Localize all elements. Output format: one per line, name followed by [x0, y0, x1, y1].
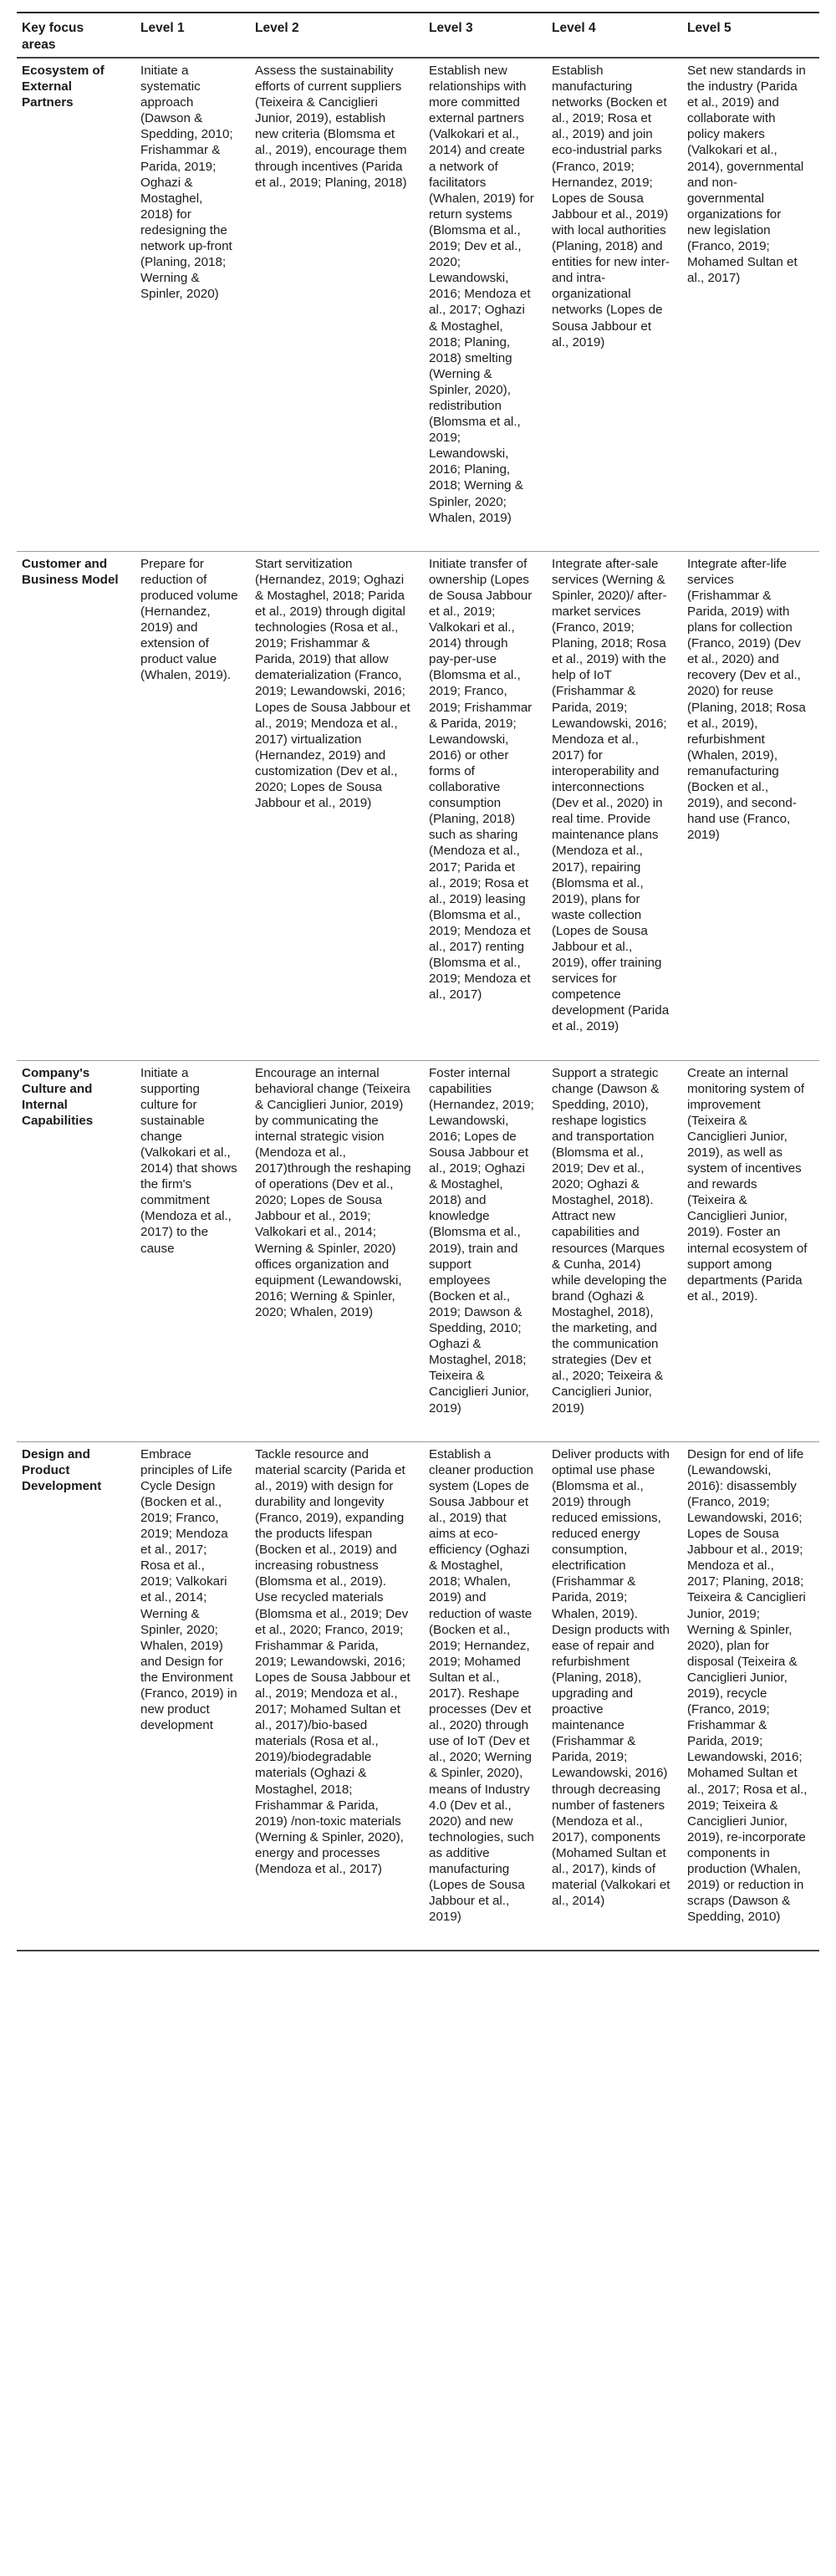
table-row-culture-capabilities	[17, 1060, 819, 1441]
focus-area-label: Ecosystem of External Partners	[22, 64, 104, 110]
level-3-cell: Establish new relationships with more committed external partners (Valkokari et al., 2014) and create a network of facilitators (Whalen, 2019) for return systems (Blomsma et al., 2019; Dev et al., 2020; Lewandowski, 2016; Mendoza et al., 2017; Oghazi & Mostaghel, 2018; Planing, 2018) smelting (Werning & Spinler, 2020), redistribution (Blomsma et al., 2019; Lewandowski, 2016; Planing, 2018; Werning & Spinler, 2020; Whalen, 2019)	[429, 64, 534, 525]
maturity-levels-table	[17, 12, 819, 1951]
header-level-5: Level 5	[687, 21, 732, 35]
level-3-cell: Foster internal capabilities (Hernandez, 2019; Lewandowski, 2016; Lopes de Sousa Jabbour et al., 2019; Oghazi & Mostaghel, 2018) and knowledge (Blomsma et al., 2019), train and support employees (Bocken et al., 2019; Dawson & Spedding, 2010; Oghazi & Mostaghel, 2018; Teixeira & Canciglieri Junior, 2019)	[429, 1065, 534, 1416]
table-header-row	[17, 13, 819, 58]
header-key-focus-areas: Key focus areas	[22, 21, 84, 52]
header-level-2: Level 2	[255, 21, 299, 35]
level-4-cell: Deliver products with optimal use phase (Blomsma et al., 2019) through reduced emissions, reduced energy consumption, electrification (Frishammar & Parida, 2019; Whalen, 2019). Design products with ease of repair and refurbishment (Planing, 2018), upgrading and proactive maintenance (Frishammar & Parida, 2019; Lewandowski, 2016) through decreasing number of fasteners (Mendoza et al., 2017), components (Mohamed Sultan et al., 2017), kinds of material (Valkokari et al., 2014)	[552, 1446, 670, 1909]
level-4-cell: Support a strategic change (Dawson & Spedding, 2010), reshape logistics and transportation (Blomsma et al., 2019; Dev et al., 2020; Oghazi & Mostaghel, 2018). Attract new capabilities and resources (Marques & Cunha, 2014) while developing the brand (Oghazi & Mostaghel, 2018), the marketing, and the communication strategies (Dev et al., 2020; Teixeira & Canciglieri Junior, 2019)	[552, 1065, 667, 1416]
header-level-1: Level 1	[140, 21, 185, 35]
level-4-cell: Establish manufacturing networks (Bocken et al., 2019; Rosa et al., 2019) and join eco-industrial parks (Franco, 2019; Hernandez, 2019; Lopes de Sousa Jabbour et al., 2019) with local authorities (Planing, 2018) and entities for new inter- and intra-organizational networks (Lopes de Sousa Jabbour et al., 2019)	[552, 64, 670, 349]
level-5-cell: Set new standards in the industry (Parida et al., 2019) and collaborate with policy makers (Valkokari et al., 2014), governmental and non-governmental organizations for new legislation (Franco, 2019; Mohamed Sultan et al., 2017)	[687, 64, 806, 286]
table-row-customer-business-model	[17, 551, 819, 1060]
focus-area-label: Customer and Business Model	[22, 556, 119, 587]
header-level-3: Level 3	[429, 21, 473, 35]
header-level-4: Level 4	[552, 21, 596, 35]
focus-area-label: Design and Product Development	[22, 1446, 102, 1493]
level-4-cell: Integrate after-sale services (Werning & Spinler, 2020)/ after-market services (Franco, 2019; Planing, 2018; Rosa et al., 2019) with the help of IoT (Frishammar & Parida, 2019; Lewandowski, 2016; Mendoza et al., 2017) for interoperability and interconnections (Dev et al., 2020) in real time. Provide maintenance plans (Mendoza et al., 2017), repairing (Blomsma et al., 2019), plans for waste collection (Lopes de Sousa Jabbour et al., 2019), offer training services for competence development (Parida et al., 2019)	[552, 556, 670, 1034]
level-3-cell: Initiate transfer of ownership (Lopes de Sousa Jabbour et al., 2019; Valkokari et al., 2014) through pay-per-use (Blomsma et al., 2019; Franco, 2019; Frishammar & Parida, 2019; Lewandowski, 2016) or other forms of collaborative consumption (Planing, 2018) such as sharing (Mendoza et al., 2017; Parida et al., 2019; Rosa et al., 2019) leasing (Blomsma et al., 2019; Mendoza et al., 2017) renting (Blomsma et al., 2019; Mendoza et al., 2017)	[429, 556, 533, 1002]
level-1-cell: Prepare for reduction of produced volume (Hernandez, 2019) and extension of product value (Whalen, 2019).	[140, 556, 238, 683]
level-1-cell: Initiate a supporting culture for sustainable change (Valkokari et al., 2014) that shows the firm's commitment (Mendoza et al., 2017) to the cause	[140, 1065, 237, 1256]
level-2-cell: Start servitization (Hernandez, 2019; Oghazi & Mostaghel, 2018; Parida et al., 2019) through digital technologies (Rosa et al., 2019; Frishammar & Parida, 2019) that allow dematerialization (Franco, 2019; Lewandowski, 2016; Lopes de Sousa Jabbour et al., 2019; Mendoza et al., 2017) virtualization (Hernandez, 2019) and customization (Dev et al., 2020; Lopes de Sousa Jabbour et al., 2019)	[255, 556, 410, 811]
level-1-cell: Embrace principles of Life Cycle Design (Bocken et al., 2019; Franco, 2019; Mendoza et al., 2017; Rosa et al., 2019; Valkokari et al., 2014; Werning & Spinler, 2020; Whalen, 2019) and Design for the Environment (Franco, 2019) in new product development	[140, 1446, 237, 1733]
level-5-cell: Integrate after-life services (Frishammar & Parida, 2019) with plans for collection (Franco, 2019) (Dev et al., 2020) and recovery (Dev et al., 2020) for reuse (Planing, 2018; Rosa et al., 2019), refurbishment (Whalen, 2019), remanufacturing (Bocken et al., 2019), and second-hand use (Franco, 2019)	[687, 556, 806, 843]
level-3-cell: Establish a cleaner production system (Lopes de Sousa Jabbour et al., 2019) that aims at eco-efficiency (Oghazi & Mostaghel, 2018; Whalen, 2019) and reduction of waste (Bocken et al., 2019; Hernandez, 2019; Mohamed Sultan et al., 2017). Reshape processes (Dev et al., 2020) through use of IoT (Dev et al., 2020; Werning & Spinler, 2020), means of Industry 4.0 (Dev et al., 2020) and new technologies, such as additive manufacturing (Lopes de Sousa Jabbour et al., 2019)	[429, 1446, 534, 1925]
level-5-cell: Design for end of life (Lewandowski, 2016): disassembly (Franco, 2019; Lewandowski, 2016; Lopes de Sousa Jabbour et al., 2019; Mendoza et al., 2017; Planing, 2018; Teixeira & Canciglieri Junior, 2019; Werning & Spinler, 2020), plan for disposal (Teixeira & Canciglieri Junior, 2019), recycle (Franco, 2019; Frishammar & Parida, 2019; Lewandowski, 2016; Mohamed Sultan et al., 2017; Rosa et al., 2019; Teixeira & Canciglieri Junior, 2019), re-incorporate components in production (Whalen, 2019) or reduction in scraps (Dawson & Spedding, 2010)	[687, 1446, 808, 1925]
table-row-design-product-development	[17, 1441, 819, 1951]
level-2-cell: Encourage an internal behavioral change (Teixeira & Canciglieri Junior, 2019) by communicating the internal strategic vision (Mendoza et al., 2017)through the reshaping of operations (Dev et al., 2020; Lopes de Sousa Jabbour et al., 2019; Valkokari et al., 2014; Werning & Spinler, 2020) offices organization and equipment (Lewandowski, 2016; Werning & Spinler, 2020; Whalen, 2019)	[255, 1065, 411, 1319]
level-5-cell: Create an internal monitoring system of improvement (Teixeira & Canciglieri Junior, 2019), as well as system of incentives and rewards (Teixeira & Canciglieri Junior, 2019). Foster an internal ecosystem of support among departments (Parida et al., 2019).	[687, 1065, 808, 1303]
level-2-cell: Tackle resource and material scarcity (Parida et al., 2019) with design for durability and longevity (Franco, 2019), expanding the products lifespan (Bocken et al., 2019) and increasing robustness (Blomsma et al., 2019). Use recycled materials (Blomsma et al., 2019; Dev et al., 2020; Franco, 2019; Frishammar & Parida, 2019; Lewandowski, 2016; Lopes de Sousa Jabbour et al., 2019; Mendoza et al., 2017; Mohamed Sultan et al., 2017)/bio-based materials (Rosa et al., 2019)/biodegradable materials (Oghazi & Mostaghel, 2018; Frishammar & Parida, 2019) /non-toxic materials (Werning & Spinler, 2020), energy and processes (Mendoza et al., 2017)	[255, 1446, 410, 1877]
focus-area-label: Company's Culture and Internal Capabilities	[22, 1065, 94, 1128]
level-1-cell: Initiate a systematic approach (Dawson & Spedding, 2010; Frishammar & Parida, 2019; Oghazi & Mostaghel, 2018) for redesigning the network up-front (Planing, 2018; Werning & Spinler, 2020)	[140, 64, 233, 302]
level-2-cell: Assess the sustainability efforts of current suppliers (Teixeira & Canciglieri Junior, 2019), establish new criteria (Blomsma et al., 2019), encourage them through incentives (Parida et al., 2019; Planing, 2018)	[255, 64, 407, 190]
table-row-external-partners	[17, 58, 819, 551]
